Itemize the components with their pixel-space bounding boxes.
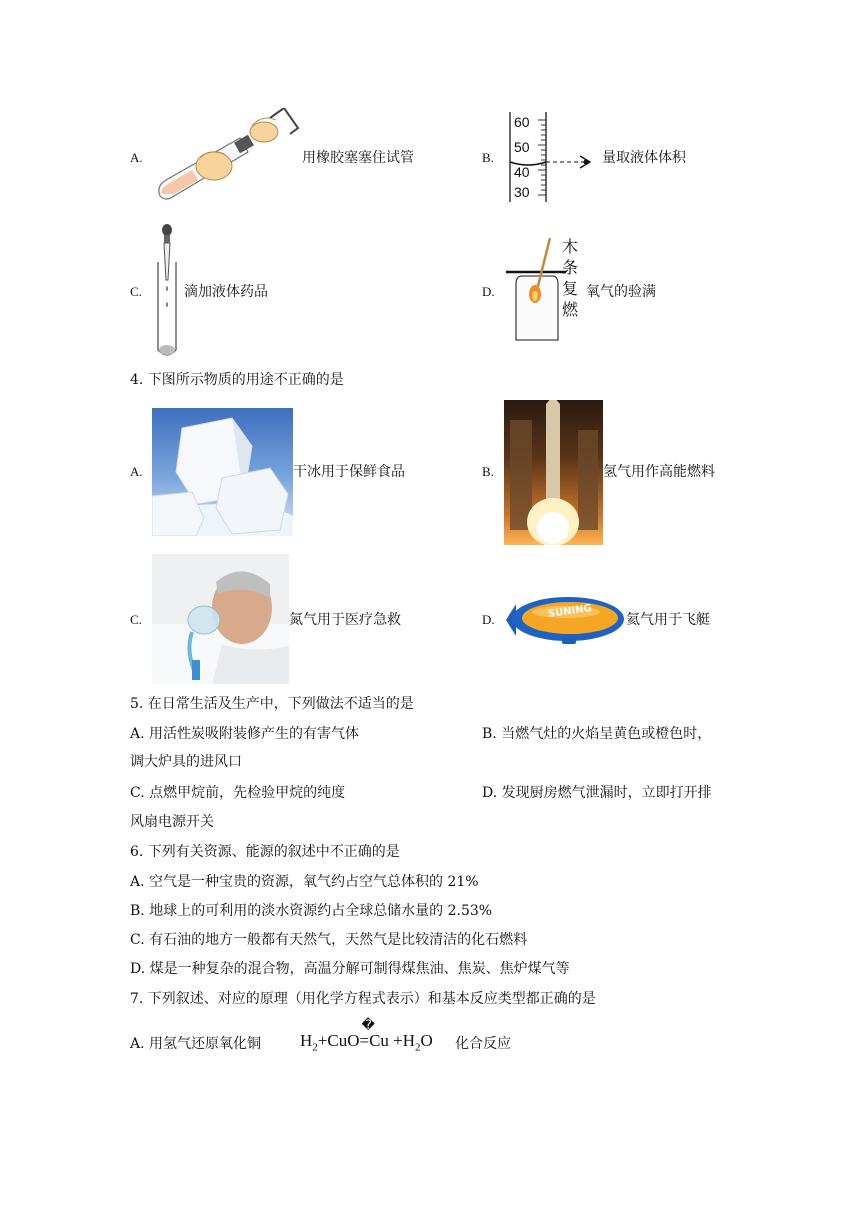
patient-oxygen-mask-photo <box>152 554 289 684</box>
dropper-illustration <box>152 222 182 360</box>
q3-c-letter: C. <box>130 284 142 299</box>
q4-c-caption: 氮气用于医疗急救 <box>289 612 401 628</box>
q6-option-c: C. 有石油的地方一般都有天然气，天然气是比较清洁的化石燃料 <box>130 932 528 948</box>
eq-products: Cu +H <box>369 1031 416 1050</box>
eq-h2o-sub: 2 <box>415 1041 421 1054</box>
eq-h-sub: 2 <box>312 1041 318 1054</box>
q3-b-letter: B. <box>482 150 494 165</box>
q6-option-d: D. 煤是一种复杂的混合物，高温分解可制得煤焦油、焦炭、焦炉煤气等 <box>130 961 570 977</box>
eq-equals: = <box>359 1031 370 1050</box>
label-char-2: 条 <box>562 258 579 277</box>
q7-chemical-equation <box>300 1017 433 1054</box>
label-char-1: 木 <box>562 237 579 256</box>
q6-option-b: B. 地球上的可利用的淡水资源约占全球总储水量的 2.53% <box>130 903 493 919</box>
dry-ice-photo <box>152 408 293 536</box>
q4-b-caption: 氢气用作高能燃料 <box>603 464 715 480</box>
blimp-brand-text: SUNING <box>547 602 593 621</box>
eq-o: O <box>420 1031 433 1050</box>
q5-option-a: A. 用活性炭吸附装修产生的有害气体 <box>130 726 360 742</box>
q3-a-letter: A. <box>130 150 143 165</box>
eq-cuo: +CuO <box>317 1031 360 1050</box>
q3-c-caption: 滴加液体药品 <box>184 284 268 300</box>
tick-40: 40 <box>514 164 530 180</box>
q5-option-d-line2: 风扇电源开关 <box>130 814 214 830</box>
q4-stem: 4. 下图所示物质的用途不正确的是 <box>130 372 344 388</box>
measuring-cylinder-illustration <box>506 110 601 205</box>
q4-a-caption: 干冰用于保鲜食品 <box>293 464 405 480</box>
q5-option-d-line1: D. 发现厨房燃气泄漏时，立即打开排 <box>482 785 712 801</box>
q6-stem: 6. 下列有关资源、能源的叙述中不正确的是 <box>130 844 400 860</box>
q5-stem: 5. 在日常生活及生产中，下列做法不适当的是 <box>130 696 414 712</box>
test-tube-stopper-illustration <box>152 108 302 208</box>
q3-d-letter: D. <box>482 284 495 299</box>
eq-h: H <box>300 1031 313 1050</box>
q3-d-caption: 氧气的验满 <box>586 284 656 300</box>
oxygen-test-illustration <box>506 232 586 344</box>
q4-b-letter: B. <box>482 464 494 479</box>
rocket-launch-photo <box>504 400 603 545</box>
q4-a-letter: A. <box>130 464 143 479</box>
q6-option-a: A. 空气是一种宝贵的资源，氧气约占空气总体积的 21% <box>130 874 479 890</box>
q4-d-letter: D. <box>482 612 495 627</box>
q5-option-b-line1: B. 当燃气灶的火焰呈黄色或橙色时， <box>482 726 712 742</box>
tick-50: 50 <box>514 139 530 155</box>
q4-d-caption: 氦气用于飞艇 <box>626 612 710 628</box>
blimp-illustration <box>506 592 626 648</box>
tick-60: 60 <box>514 114 530 130</box>
tick-30: 30 <box>514 184 530 200</box>
q7-option-a-text: A. 用氢气还原氧化铜 <box>130 1036 262 1052</box>
q4-c-letter: C. <box>130 612 142 627</box>
q3-b-caption: 量取液体体积 <box>602 150 686 166</box>
q7-option-a-type: 化合反应 <box>455 1036 511 1052</box>
label-char-4: 燃 <box>562 300 579 319</box>
label-char-3: 复 <box>562 279 579 298</box>
eq-condition-mark: � <box>361 1017 375 1032</box>
q3-a-caption: 用橡胶塞塞住试管 <box>302 150 414 166</box>
q7-stem: 7. 下列叙述、对应的原理（用化学方程式表示）和基本反应类型都正确的是 <box>130 991 596 1007</box>
q5-option-b-line2: 调大炉具的进风口 <box>130 754 242 770</box>
q5-option-c: C. 点燃甲烷前，先检验甲烷的纯度 <box>130 785 346 801</box>
